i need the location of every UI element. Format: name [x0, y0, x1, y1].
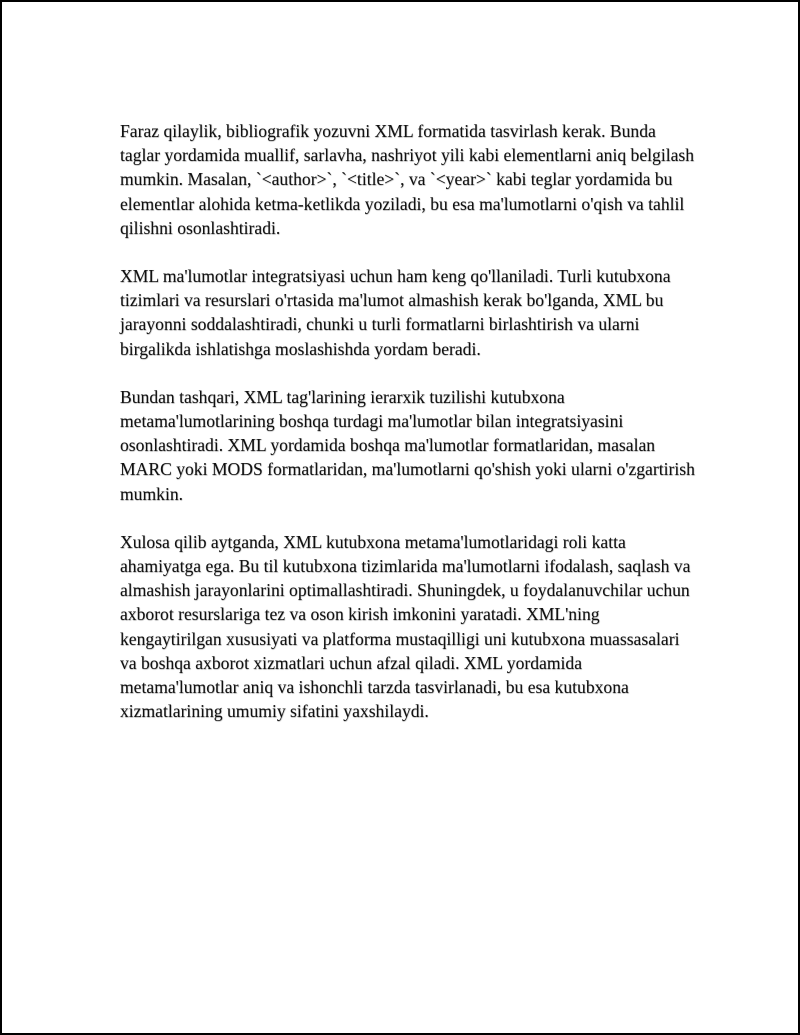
- paragraph-1: Faraz qilaylik, bibliografik yozuvni XML formatida tasvirlash kerak. Bunda taglar yordamida muallif, sarlavha, nashriyot yili kabi elementlarni aniq belgilash mumkin. Masalan, `<author>`, `<title>`, va `<year>` kabi teglar yordamida bu elementlar alohida ketma-ketlikda yoziladi, bu esa ma'lumotlarni o'qish va tahlil qilishni osonlashtiradi.: [120, 121, 695, 238]
- document-body: [120, 119, 700, 747]
- paragraph-3: Bundan tashqari, XML tag'larining ierarxik tuzilishi kutubxona metama'lumotlarining boshqa turdagi ma'lumotlar bilan integratsiyasini osonlashtiradi. XML yordamida boshqa ma'lumotlar formatlaridan, masalan MARC yoki MODS formatlaridan, ma'lumotlarni qo'shish yoki ularni o'zgartirish mumkin.: [120, 386, 695, 504]
- paragraph-2: XML ma'lumotlar integratsiyasi uchun ham keng qo'llaniladi. Turli kutubxona tizimlari va resurslari o'rtasida ma'lumot almashish kerak bo'lganda, XML bu jarayonni soddalashtiradi, chunki u turli formatlarni birlashtirish va ularni birgalikda ishlatishga moslashishda yordam beradi.: [120, 266, 671, 359]
- paragraph-4: Xulosa qilib aytganda, XML kutubxona metama'lumotlaridagi roli katta ahamiyatga ega. Bu til kutubxona tizimlarida ma'lumotlarni ifodalash, saqlash va almashish jarayonlarini optimallashtiradi. Shuningdek, u foydalanuvchilar uchun axborot resurslariga tez va oson kirish imkonini yaratadi. XML'ning kengaytirilgan xususiyati va platforma mustaqilligi uni kutubxona muassasalari va boshqa axborot xizmatlari uchun afzal qiladi. XML yordamida metama'lumotlar aniq va ishonchli tarzda tasvirlanadi, bu esa kutubxona xizmatlarining umumiy sifatini yaxshilaydi.: [120, 531, 691, 722]
